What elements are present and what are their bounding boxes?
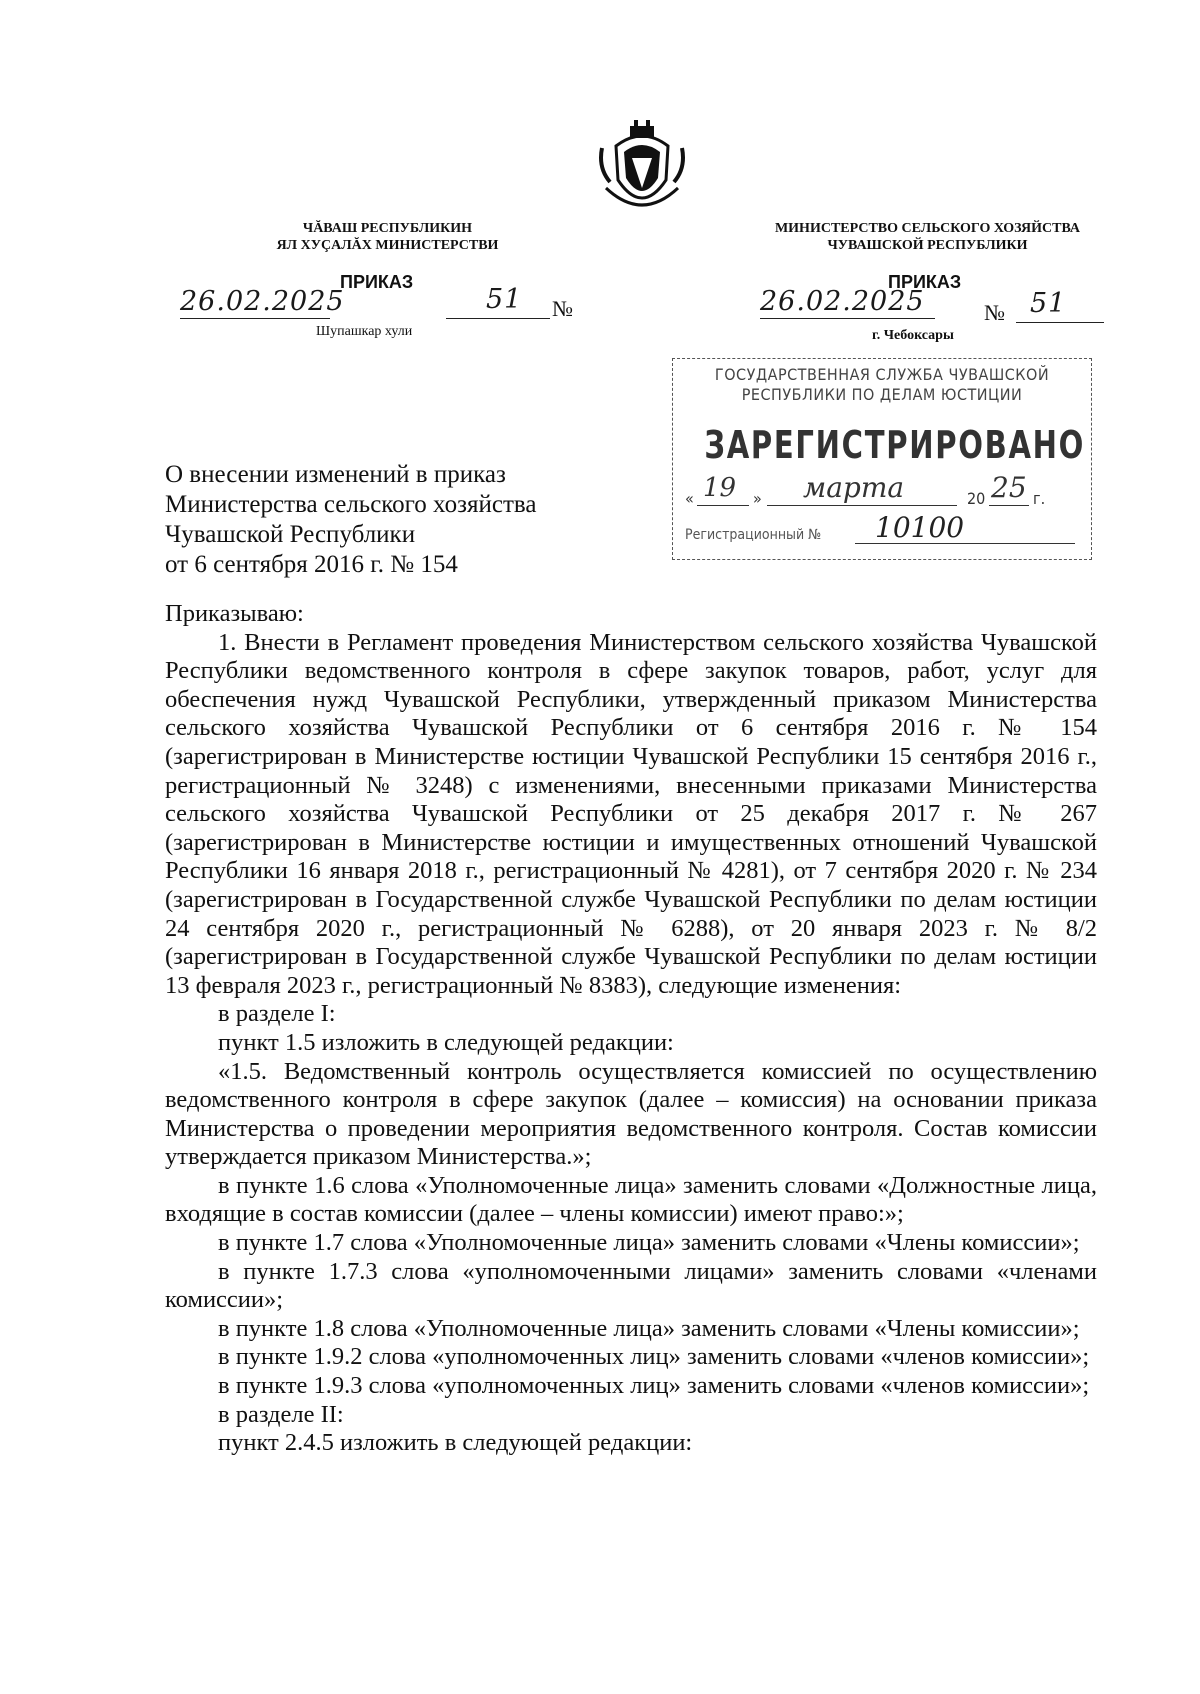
header-right-date: 26.02.2025 (760, 286, 925, 317)
stamp-month-line (767, 505, 957, 506)
stamp-org-line1: ГОСУДАРСТВЕННАЯ СЛУЖБА ЧУВАШСКОЙ (714, 365, 1050, 384)
stamp-year-prefix: 20 (967, 489, 986, 508)
header-right-prikaz: ПРИКАЗ (888, 272, 962, 292)
stamp-registration-row (685, 511, 1081, 549)
stamp-reg-label: Регистрационный № (685, 527, 822, 543)
header-right-number-line (1016, 322, 1104, 323)
emblem-icon (596, 118, 688, 218)
body-paragraph: в разделе I: (218, 1000, 336, 1028)
stamp-date-row (685, 471, 1081, 511)
stamp-year-line (989, 505, 1029, 506)
header-left-prikaz: ПРИКАЗ (340, 272, 414, 292)
body-paragraph: в пункте 1.7.3 слова «уполномоченными лицами» заменить словами «членами комиссии»; (165, 1257, 1097, 1314)
body-paragraph: в пункте 1.9.3 слова «уполномоченных лиц» заменить словами «членов комиссии»; (218, 1372, 1090, 1400)
body-paragraph: в пункте 1.9.2 слова «уполномоченных лиц» заменить словами «членов комиссии»; (218, 1343, 1090, 1371)
header-right-date-line (760, 318, 935, 319)
header-left-number: 51 (486, 284, 523, 315)
subject-line: Чувашской Республики (165, 521, 416, 548)
stamp-reg-number: 10100 (875, 511, 965, 544)
header-left-date: 26.02.2025 (180, 286, 345, 317)
stamp-year-unit: г. (1033, 489, 1046, 508)
body-paragraph: в пункте 1.7 слова «Уполномоченные лица» заменить словами «Члены комиссии»; (218, 1229, 1080, 1257)
body-paragraph: в пункте 1.6 слова «Уполномоченные лица» заменить словами «Должностные лица, входящие в состав комиссии (далее – члены комиссии) имеют право:»; (165, 1171, 1097, 1228)
header-left-line1: ЧĂВАШ РЕСПУБЛИКИН (302, 221, 473, 236)
body-paragraph: «1.5. Ведомственный контроль осуществляется комиссией по осуществлению ведомственного контроля в сфере закупок (далее – комиссия) на основании приказа Министерства о проведении мероприятия ведомственного контроля. Состав комиссии утверждается приказом Министерства.»; (165, 1057, 1097, 1171)
body-paragraph: в разделе II: (218, 1400, 344, 1428)
stamp-reg-line (855, 543, 1075, 544)
subject-line: О внесении изменений в приказ (165, 461, 506, 488)
body-paragraph: пункт 1.5 изложить в следующей редакции: (218, 1028, 674, 1056)
header-left-date-line (180, 318, 330, 319)
header-right-line2: ЧУВАШСКОЙ РЕСПУБЛИКИ (827, 238, 1028, 253)
stamp-quote-open: « (685, 489, 694, 508)
header-right-place: г. Чебоксары (872, 328, 954, 343)
header-left-number-line (446, 318, 550, 319)
header-left-place: Шупашкар хули (316, 324, 413, 339)
subject-line: Министерства сельского хозяйства (165, 491, 537, 518)
body-paragraph: в пункте 1.8 слова «Уполномоченные лица» заменить словами «Члены комиссии»; (218, 1314, 1080, 1342)
document-subject (165, 460, 585, 580)
registration-stamp (672, 358, 1092, 560)
stamp-day-line (697, 505, 749, 506)
header-left-number-sign: № (552, 296, 573, 321)
stamp-organization (673, 365, 1091, 405)
stamp-status: ЗАРЕГИСТРИРОВАНО (704, 423, 1086, 467)
header-right-title (735, 220, 1120, 254)
stamp-org-line2: РЕСПУБЛИКИ ПО ДЕЛАМ ЮСТИЦИИ (741, 385, 1023, 404)
stamp-day: 19 (703, 473, 737, 503)
document-body (165, 600, 1097, 1458)
header-right-number: 51 (1030, 288, 1067, 319)
subject-line: от 6 сентября 2016 г. № 154 (165, 551, 458, 578)
header-right-line1: МИНИСТЕРСТВО СЕЛЬСКОГО ХОЗЯЙСТВА (774, 221, 1081, 236)
header-left-line2: ЯЛ ХУÇАЛĂХ МИНИСТЕРСТВИ (276, 238, 499, 253)
body-paragraph: пункт 2.4.5 изложить в следующей редакции: (218, 1429, 693, 1457)
stamp-month: марта (803, 471, 905, 504)
header-right-number-sign: № (984, 300, 1005, 325)
body-paragraph: 1. Внести в Регламент проведения Министерством сельского хозяйства Чувашской Республики ведомственного контроля в сфере закупок товаров, работ, услуг для обеспечения нужд Чувашской Республики, утвержденный приказом Министерства сельского хозяйства Чувашской Республики от 6 сентября 2016 г. № 154 (зарегистрирован в Министерстве юстиции Чувашской Республики 15 сентября 2016 г., регистрационный № 3248) с изменениями, внесенными приказами Министерства сельского хозяйства Чувашской Республики от 25 декабря 2017 г. № 267 (зарегистрирован в Министерстве юстиции и имущественных отношений Чувашской Республики 16 января 2018 г., регистрационный № 4281), от 7 сентября 2020 г. № 234 (зарегистрирован в Государственной службе Чувашской Республики по делам юстиции 24 сентября 2020 г., регистрационный № 6288), от 20 января 2023 г. № 8/2 (зарегистрирован в Государственной службе Чувашской Республики по делам юстиции 13 февраля 2023 г., регистрационный № 8383), следующие изменения: (165, 628, 1097, 999)
stamp-quote-close: » (753, 489, 762, 508)
header-left-title (225, 220, 550, 254)
body-intro: Приказываю: (165, 600, 304, 627)
stamp-year-suffix: 25 (991, 471, 1027, 504)
